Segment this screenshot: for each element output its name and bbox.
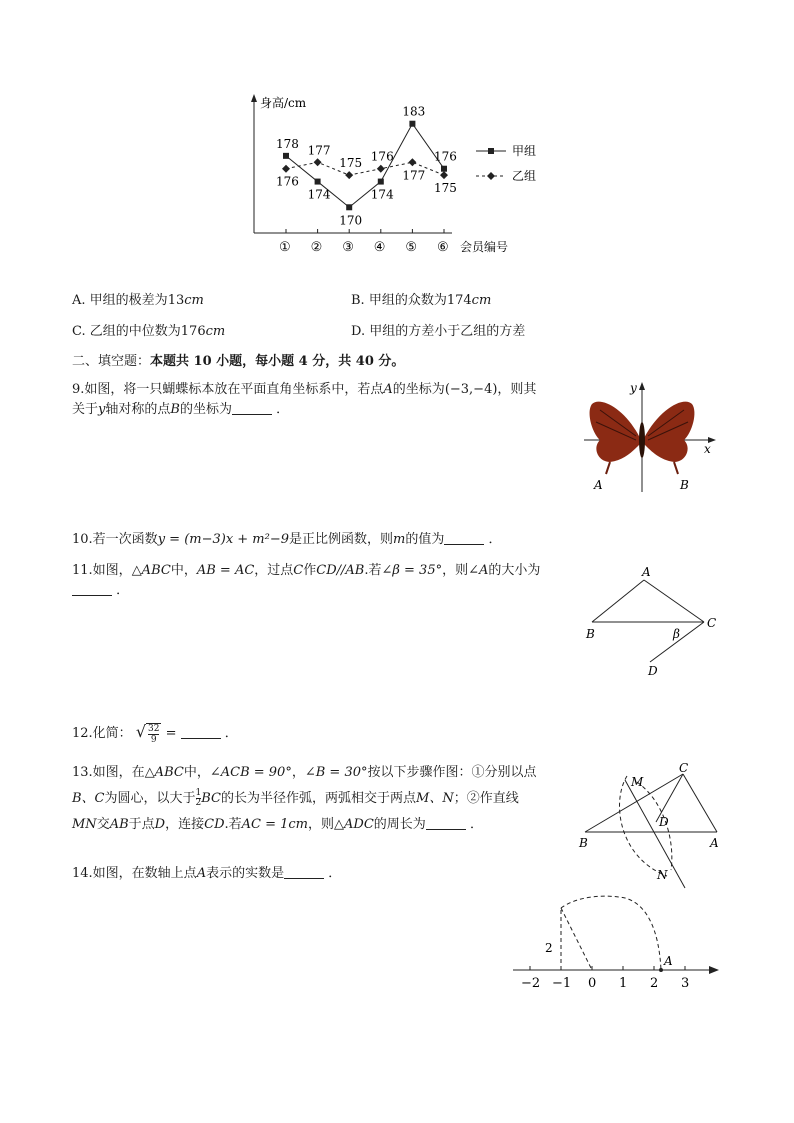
data-label: 183 — [402, 104, 426, 119]
answer-blank-12[interactable] — [181, 724, 221, 739]
data-point — [409, 121, 415, 127]
answer-blank-9[interactable] — [232, 400, 272, 415]
sqrt-expression: √ $\frac{32}{9}$ — [135, 722, 160, 745]
question-11: 11.如图，△ABC中，AB = AC，过点C作CD//AB.若∠β = 35°，则∠A的大小为 ． — [72, 563, 541, 598]
data-point — [282, 165, 290, 173]
height-line-chart — [240, 90, 540, 260]
data-point — [314, 158, 322, 166]
x-tick-label: ⑥ — [437, 240, 449, 255]
number-line-label: −1 — [552, 976, 572, 991]
data-label: 175 — [339, 156, 363, 171]
data-label-group — [276, 105, 457, 228]
data-label: 174 — [307, 187, 331, 202]
angle-beta-label: β — [673, 627, 680, 641]
point-b-label: B — [680, 478, 689, 492]
y-axis-letter: y — [630, 381, 637, 395]
question-12: 12.化简： √ $\frac{32}{9}$ = ． — [72, 722, 238, 745]
point-a-label-14: A — [664, 954, 673, 968]
legend-marker-jia — [488, 148, 494, 154]
answer-blank-11[interactable] — [72, 581, 112, 596]
x-axis-letter: x — [704, 442, 711, 456]
point-a-label-13: A — [710, 836, 719, 850]
number-line-label: 0 — [588, 976, 597, 991]
answer-blank-10[interactable] — [444, 530, 484, 545]
legend-label-yi: 乙组 — [512, 169, 537, 183]
vertex-b-label: B — [586, 627, 595, 641]
point-d-label: D — [648, 664, 658, 678]
data-point — [345, 171, 353, 179]
data-point — [283, 153, 289, 159]
point-a-label: A — [594, 478, 603, 492]
number-line-label: 1 — [619, 976, 628, 991]
point-a-marker — [659, 968, 663, 972]
point-n-label: N — [657, 868, 668, 882]
point-b-label-13: B — [579, 836, 588, 850]
data-label: 174 — [370, 187, 394, 202]
data-point — [315, 179, 321, 185]
data-label: 176 — [370, 149, 394, 164]
question-13: 13.如图，在△ABC中，∠ACB = 90°，∠B = 30°按以下步骤作图：①分别以点 B、C为圆心，以大于 $\frac{1}{2}$ BC的长为半径作弧，两弧相交于两点M、N；②作直线 MN交AB于点D，连接CD.若AC = 1cm，则△ADC的周长为 ． — [72, 765, 537, 832]
answer-blank-14[interactable] — [284, 864, 324, 879]
number-line-label: 3 — [681, 976, 690, 991]
data-point — [346, 204, 352, 210]
y-axis-label: 身高/cm — [260, 96, 307, 110]
y-axis-arrow — [251, 94, 257, 102]
option-a[interactable]: A. 甲组的极差为13cm — [72, 293, 204, 308]
data-label: 177 — [307, 143, 331, 158]
height-label: 2 — [545, 941, 553, 955]
data-label: 176 — [434, 149, 457, 164]
triangle-abc-figure — [580, 562, 720, 680]
option-b[interactable]: B. 甲组的众数为174cm — [351, 293, 492, 308]
data-point — [377, 165, 385, 173]
question-10: 10.若一次函数y = (m−3)x + m²−9是正比例函数，则m的值为 ． — [72, 532, 502, 547]
data-point — [440, 171, 448, 179]
data-label: 175 — [434, 181, 457, 196]
data-label: 177 — [402, 168, 426, 183]
x-tick-label: ⑤ — [405, 240, 418, 255]
data-label: 170 — [339, 213, 363, 228]
number-line-figure — [505, 890, 730, 995]
x-axis-label: 会员编号 — [460, 240, 509, 254]
question-9: 9.如图，将一只蝴蝶标本放在平面直角坐标系中，若点A的坐标为(−3,−4)，则其 关于y轴对称的点B的坐标为 ． — [72, 382, 537, 417]
legend — [476, 144, 536, 183]
butterfly-figure — [580, 378, 720, 496]
x-tick-label: ① — [279, 240, 291, 255]
perpendicular-bisector-figure — [575, 762, 725, 892]
point-m-label: M — [631, 775, 644, 789]
number-line-label: 2 — [650, 976, 659, 991]
legend-marker-yi — [487, 172, 495, 180]
number-line-label: −2 — [521, 976, 541, 991]
point-c-label: C — [679, 762, 689, 775]
answer-blank-13[interactable] — [426, 815, 466, 830]
vertex-c-label: C — [707, 616, 717, 630]
question-14: 14.如图，在数轴上点A表示的实数是 ． — [72, 866, 342, 881]
data-label: 176 — [276, 174, 299, 189]
point-d-label-13: D — [659, 815, 669, 829]
x-tick-label: ② — [310, 240, 323, 255]
data-point — [441, 166, 447, 172]
data-point — [378, 179, 384, 185]
x-tick-label: ④ — [373, 240, 386, 255]
option-c[interactable]: C. 乙组的中位数为176cm — [72, 324, 226, 339]
section-header: 二、填空题：本题共 10 小题，每小题 4 分，共 40 分。 — [72, 354, 405, 369]
x-tick-label: ③ — [342, 240, 354, 255]
legend-label-jia: 甲组 — [512, 144, 537, 158]
data-point — [408, 158, 416, 166]
data-label: 178 — [276, 136, 299, 151]
vertex-a-label: A — [642, 565, 651, 579]
option-d[interactable]: D. 甲组的方差小于乙组的方差 — [351, 324, 526, 339]
